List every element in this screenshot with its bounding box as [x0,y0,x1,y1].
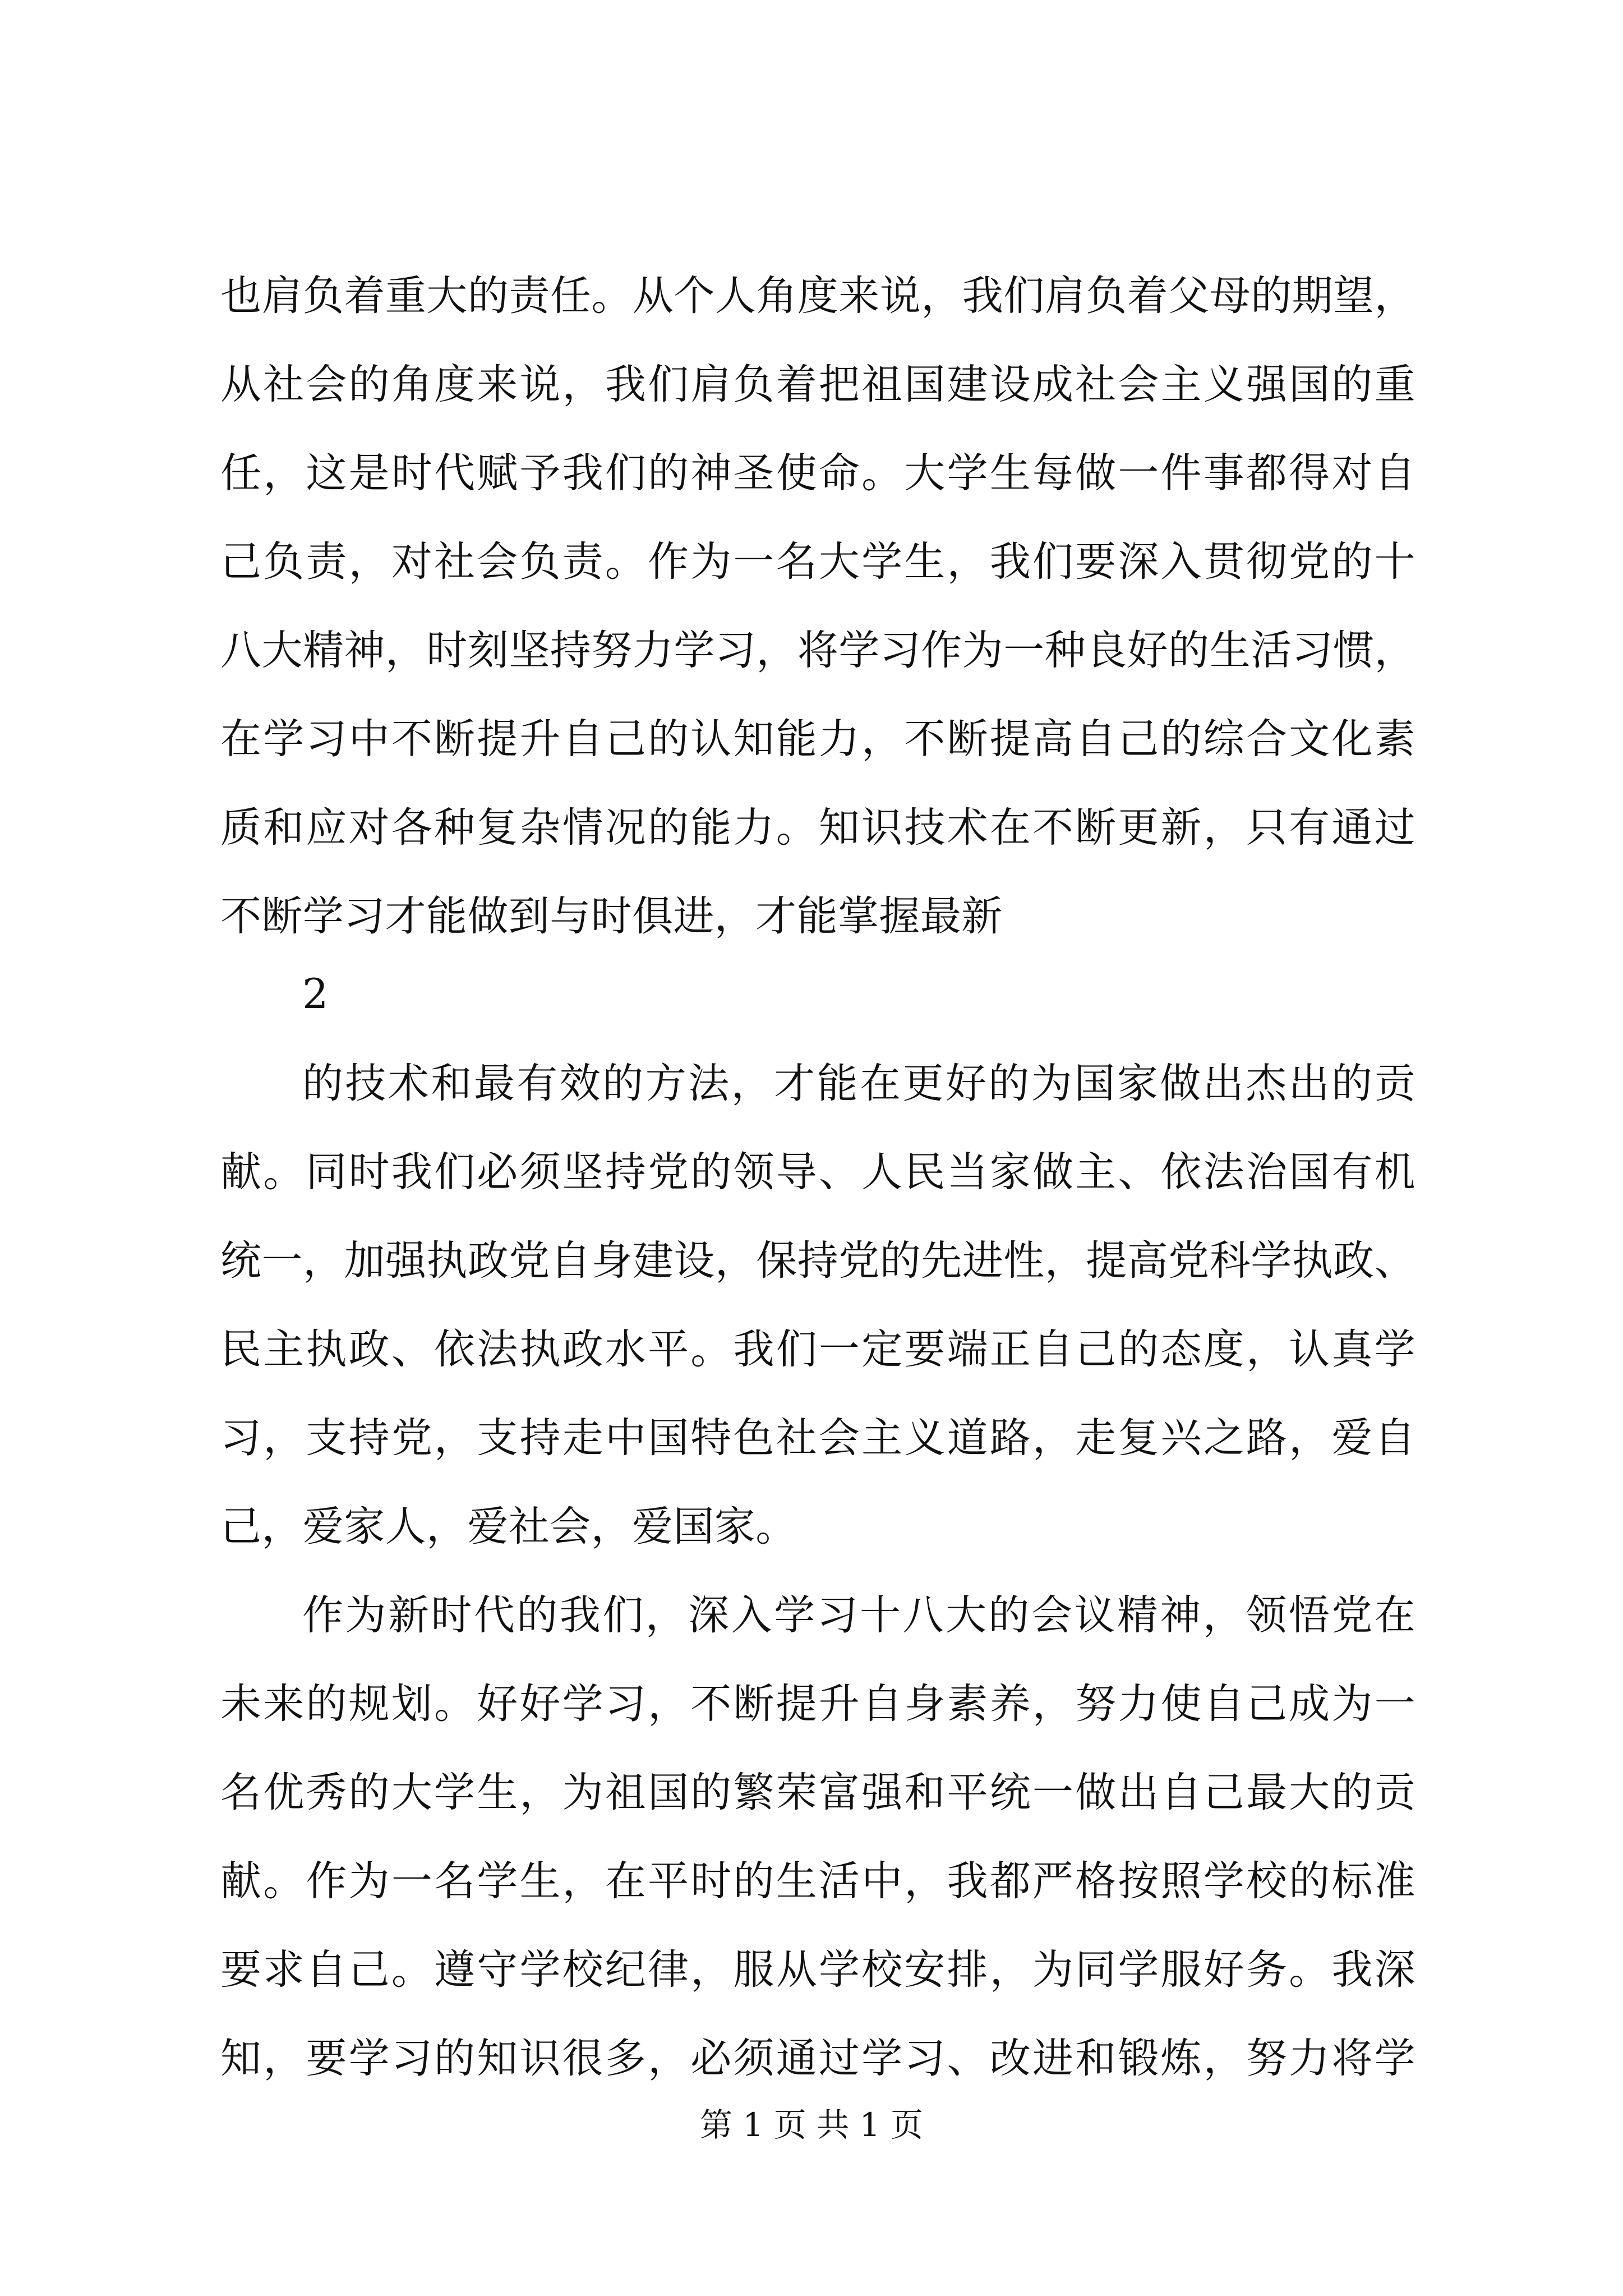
text-line: 不断学习才能做到与时俱进，才能掌握最新 [220,892,1003,940]
paragraph-2 [220,1039,1415,1571]
text-line: 未来的规划。好好学习，不断提升自身素养，努力使自己成为一 [220,1680,1415,1728]
text-line: 统一，加强执政党自身建设，保持党的先进性，提高党科学执政、 [220,1237,1415,1285]
text-line: 质和应对各种复杂情况的能力。知识技术在不断更新，只有通过 [220,804,1415,852]
text-line: 知，要学习的知识很多，必须通过学习、改进和锻炼，努力将学 [220,2035,1415,2082]
text-line: 任，这是时代赋予我们的神圣使命。大学生每做一件事都得对自 [220,449,1415,497]
page-footer: 第 1 页 共 1 页 [700,2106,923,2144]
paragraph-3 [220,1571,1415,2103]
text-line: 习，支持党，支持走中国特色社会主义道路，走复兴之路，爱自 [220,1414,1415,1462]
text-line: 己，爱家人，爱社会，爱国家。 [220,1503,797,1550]
text-line: 也肩负着重大的责任。从个人角度来说，我们肩负着父母的期望， [220,272,1415,320]
text-line: 从社会的角度来说，我们肩负着把祖国建设成社会主义强国的重 [220,361,1415,408]
text-line: 作为新时代的我们，深入学习十八大的会议精神，领悟党在 [302,1591,1415,1639]
paragraph-continuation [220,252,1415,961]
text-line: 的技术和最有效的方法，才能在更好的为国家做出杰出的贡 [302,1060,1415,1107]
text-line: 献。同时我们必须坚持党的领导、人民当家做主、依法治国有机 [220,1148,1415,1196]
text-line: 要求自己。遵守学校纪律，服从学校安排，为同学服好务。我深 [220,1946,1415,1994]
text-line: 献。作为一名学生，在平时的生活中，我都严格按照学校的标准 [220,1857,1415,1905]
text-line: 己负责，对社会负责。作为一名大学生，我们要深入贯彻党的十 [220,538,1415,586]
inline-page-marker: 2 [302,970,329,1018]
text-line: 在学习中不断提升自己的认知能力，不断提高自己的综合文化素 [220,715,1415,763]
text-line: 民主执政、依法执政水平。我们一定要端正自己的态度，认真学 [220,1326,1415,1373]
text-line: 八大精神，时刻坚持努力学习，将学习作为一种良好的生活习惯， [220,627,1415,674]
text-line: 名优秀的大学生，为祖国的繁荣富强和平统一做出自己最大的贡 [220,1769,1415,1816]
